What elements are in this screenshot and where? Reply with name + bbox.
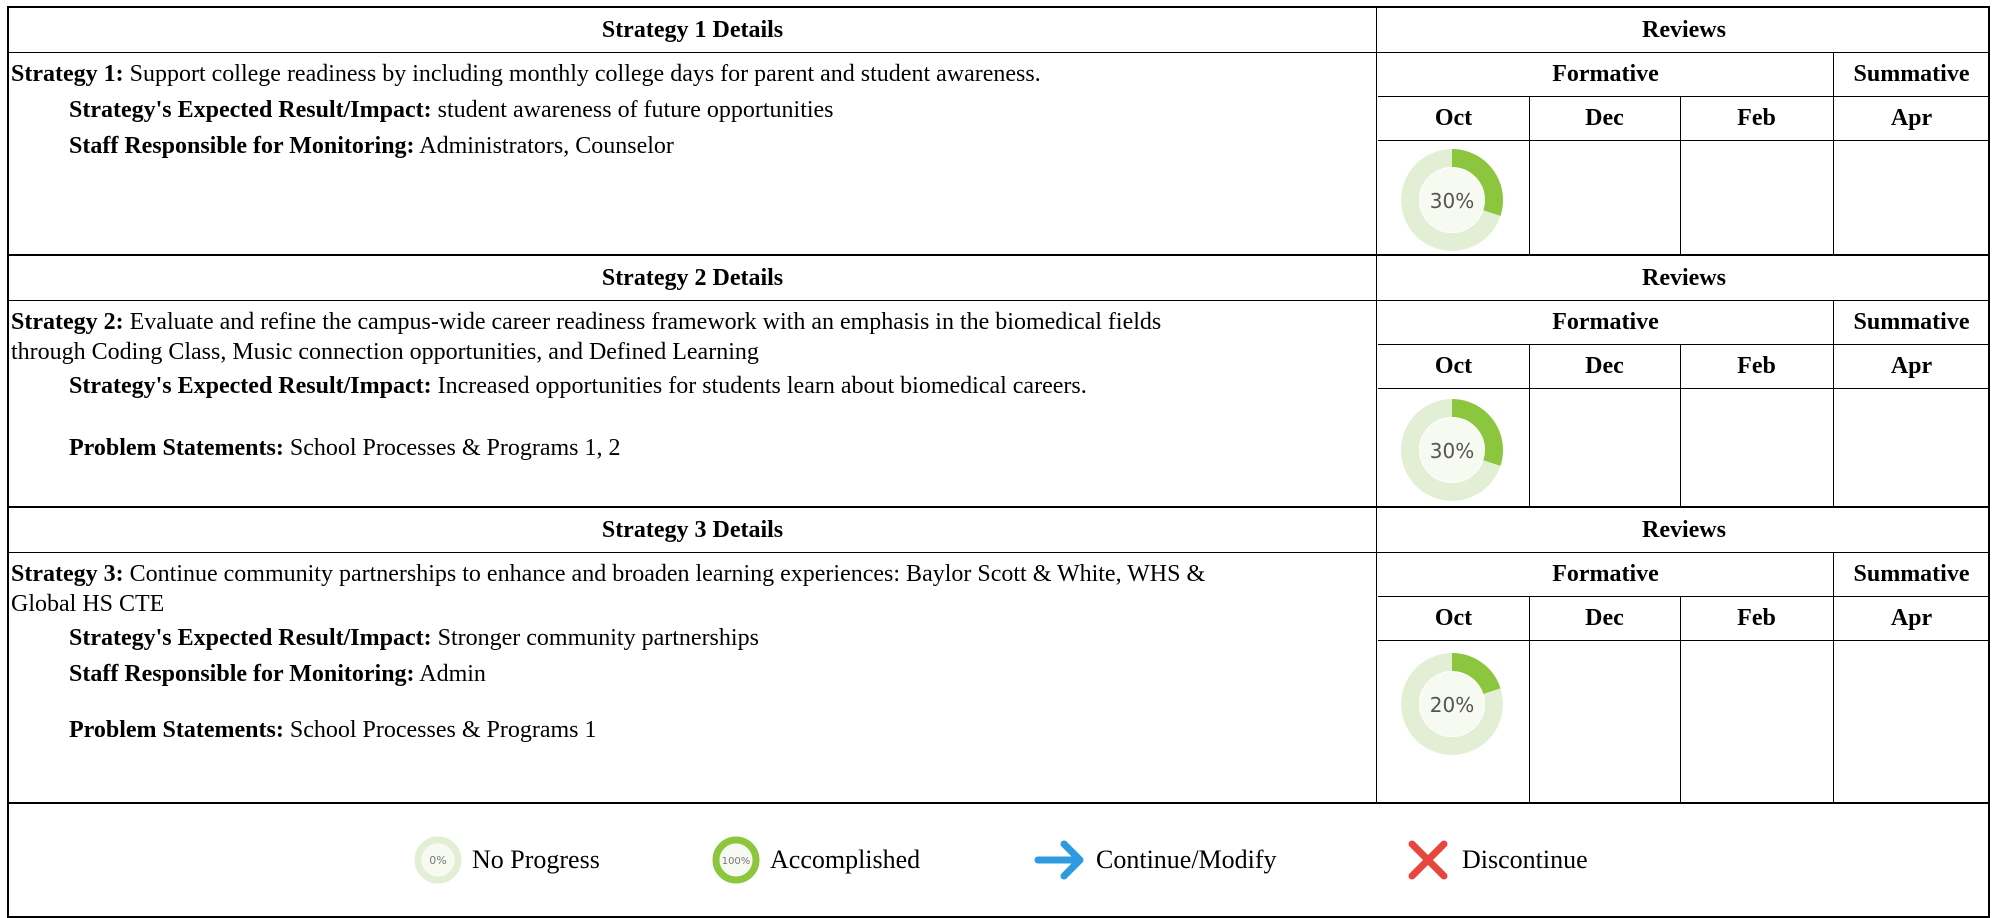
strategy-1-block bbox=[7, 6, 1990, 256]
strategy-text: Support college readiness by including monthly college days for parent and student awareness. bbox=[129, 61, 1041, 87]
svg-text:100%: 100% bbox=[721, 856, 751, 867]
progress-ring bbox=[1400, 652, 1504, 756]
strategy-label: Strategy 2: bbox=[11, 309, 124, 335]
formative-label: Formative bbox=[1552, 309, 1659, 335]
month-dec: Dec bbox=[1585, 353, 1624, 379]
svg-text:0%: 0% bbox=[429, 854, 447, 867]
month-apr: Apr bbox=[1890, 353, 1933, 379]
month-apr: Apr bbox=[1890, 605, 1933, 631]
cross-icon bbox=[1404, 836, 1452, 884]
legend-accomplished-label: Accomplished bbox=[770, 845, 921, 874]
progress-percent: 30% bbox=[1429, 439, 1475, 463]
strategy-3-review-grid bbox=[1378, 552, 1990, 802]
month-feb: Feb bbox=[1737, 605, 1776, 631]
legend-no-progress-label: No Progress bbox=[472, 845, 600, 874]
strategy-text-line-2: through Coding Class, Music connection opportunities, and Defined Learning bbox=[11, 339, 759, 365]
month-feb: Feb bbox=[1737, 105, 1776, 131]
month-oct: Oct bbox=[1434, 105, 1473, 131]
strategy-1-header: Strategy 1 Details bbox=[601, 17, 784, 43]
summative-label: Summative bbox=[1853, 309, 1970, 335]
progress-ring bbox=[1400, 148, 1504, 252]
summative-label: Summative bbox=[1853, 561, 1970, 587]
strategy-2-block bbox=[7, 254, 1990, 508]
result-text: Stronger community partnerships bbox=[437, 625, 759, 651]
legend-continue-label: Continue/Modify bbox=[1096, 845, 1277, 874]
legend-discontinue bbox=[1404, 804, 1588, 916]
no-progress-icon bbox=[414, 836, 462, 884]
problem-text: School Processes & Programs 1 bbox=[289, 717, 597, 743]
strategy-3-details bbox=[11, 552, 1371, 745]
action-plan-sheet bbox=[7, 6, 1992, 918]
progress-ring bbox=[1400, 398, 1504, 502]
month-apr: Apr bbox=[1890, 105, 1933, 131]
strategy-3-block bbox=[7, 506, 1990, 804]
strategy-1-reviews-header: Reviews bbox=[1642, 17, 1726, 43]
staff-text: Admin bbox=[419, 661, 486, 687]
result-text: student awareness of future opportunities bbox=[437, 97, 834, 123]
formative-label: Formative bbox=[1552, 61, 1659, 87]
month-dec: Dec bbox=[1585, 105, 1624, 131]
progress-percent: 30% bbox=[1429, 189, 1475, 213]
month-dec: Dec bbox=[1585, 605, 1624, 631]
formative-label: Formative bbox=[1552, 561, 1659, 587]
result-label: Strategy's Expected Result/Impact: bbox=[69, 373, 432, 399]
strategy-text-line-2: Global HS CTE bbox=[11, 591, 165, 617]
month-oct: Oct bbox=[1434, 353, 1473, 379]
accomplished-icon bbox=[712, 836, 760, 884]
result-label: Strategy's Expected Result/Impact: bbox=[69, 625, 432, 651]
strategy-2-reviews-header: Reviews bbox=[1642, 265, 1726, 291]
legend-accomplished bbox=[712, 804, 920, 916]
legend bbox=[7, 804, 1990, 918]
problem-text: School Processes & Programs 1, 2 bbox=[289, 435, 621, 461]
strategy-label: Strategy 1: bbox=[11, 61, 124, 87]
month-oct: Oct bbox=[1434, 605, 1473, 631]
legend-no-progress bbox=[414, 804, 600, 916]
strategy-text-line-1: Evaluate and refine the campus-wide career readiness framework with an emphasis in the biomedical fields bbox=[129, 309, 1162, 335]
strategy-3-reviews-header: Reviews bbox=[1642, 517, 1726, 543]
staff-text: Administrators, Counselor bbox=[419, 133, 674, 159]
legend-discontinue-label: Discontinue bbox=[1462, 845, 1588, 874]
strategy-label: Strategy 3: bbox=[11, 561, 124, 587]
arrow-right-icon bbox=[1034, 836, 1086, 884]
strategy-2-details bbox=[11, 300, 1371, 463]
result-label: Strategy's Expected Result/Impact: bbox=[69, 97, 432, 123]
strategy-1-review-grid bbox=[1378, 52, 1990, 254]
staff-label: Staff Responsible for Monitoring: bbox=[69, 661, 415, 687]
strategy-2-review-grid bbox=[1378, 300, 1990, 506]
staff-label: Staff Responsible for Monitoring: bbox=[69, 133, 415, 159]
strategy-3-header: Strategy 3 Details bbox=[601, 517, 784, 543]
strategy-1-details bbox=[11, 52, 1371, 161]
strategy-text-line-1: Continue community partnerships to enhance and broaden learning experiences: Baylor Scott & White, WHS & bbox=[129, 561, 1206, 587]
month-feb: Feb bbox=[1737, 353, 1776, 379]
result-text: Increased opportunities for students learn about biomedical careers. bbox=[437, 373, 1087, 399]
legend-continue-modify bbox=[1034, 804, 1277, 916]
problem-label: Problem Statements: bbox=[69, 435, 284, 461]
strategy-2-header: Strategy 2 Details bbox=[601, 265, 784, 291]
progress-percent: 20% bbox=[1429, 693, 1475, 717]
problem-label: Problem Statements: bbox=[69, 717, 284, 743]
summative-label: Summative bbox=[1853, 61, 1970, 87]
